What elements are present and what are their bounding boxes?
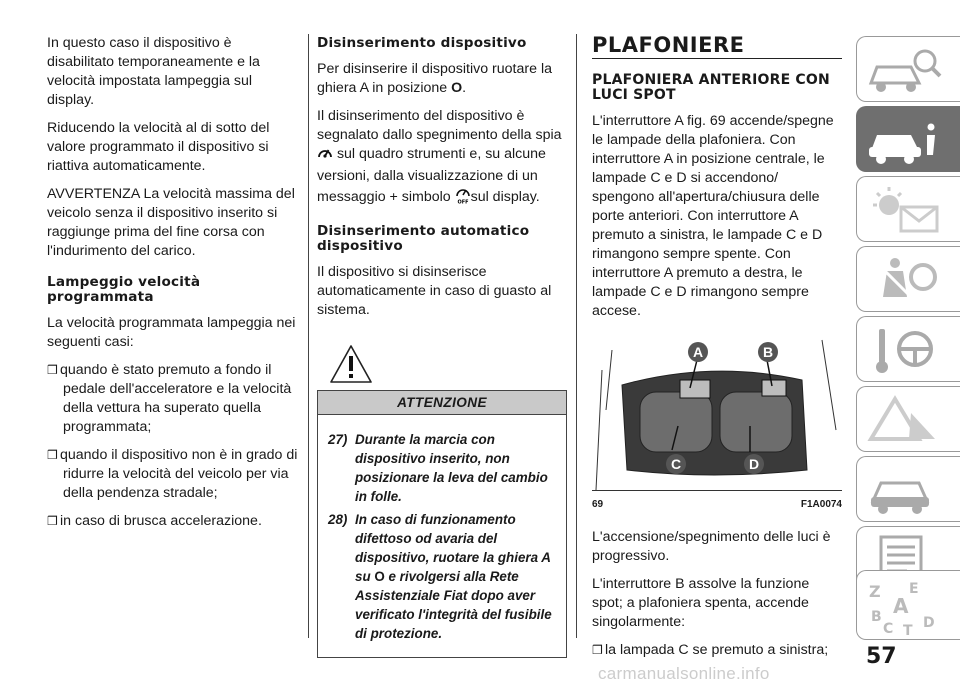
paragraph: Riducendo la velocità al di sotto del valore programmato il dispositivo si riattiva automaticamente. [47, 120, 270, 174]
attention-title: ATTENZIONE [318, 391, 566, 415]
watermark: carmanualsonline.info [598, 664, 770, 683]
seatbelt-airbag-icon [865, 253, 945, 307]
road-warning-icon [865, 393, 945, 447]
tab-emergency[interactable] [856, 386, 960, 452]
svg-text:OFF: OFF [457, 199, 469, 204]
svg-text:D: D [923, 615, 935, 631]
column-3 [592, 34, 842, 669]
section-heading-plafoniera-anteriore: PLAFONIERA ANTERIORE CON LUCI SPOT [592, 72, 830, 103]
paragraph: Per disinserire il dispositivo ruotare la ghiera A in posizione O. [317, 61, 552, 96]
figure-code: F1A0074 [800, 499, 842, 510]
column-1 [47, 34, 299, 540]
paragraph: L'interruttore B assolve la funzione spot; a plafoniera spenta, accende singolarmente: [592, 576, 810, 630]
paragraph: L'interruttore A fig. 69 accende/spegne le lampade della plafoniera. Con interruttore A in posizione centrale, le lampade C e D si accendono/ spengono all'apertura/chiusura delle porte anteriori. Con interruttore A premuto a sinistra, le lampade C e D rimangono sempre spente. Con interruttore A premuto a destra, le lampade C e D rimangono sempre accese. [592, 113, 834, 319]
figure-69 [592, 330, 842, 491]
svg-text:T: T [903, 623, 913, 637]
figure-label-a: A [692, 344, 704, 360]
tab-starting-driving[interactable] [856, 316, 960, 382]
warning-light-message-icon [865, 183, 945, 237]
paragraph: Il disinserimento del dispositivo è segnalato dallo spegnimento della spia sul quadro strumenti e, su alcune versioni, dalla visualizzazione di un messaggio + simbolo OFF sul display. [317, 107, 567, 210]
figure-label-b: B [762, 344, 774, 360]
tab-safety[interactable] [856, 246, 960, 312]
column-divider [308, 34, 309, 638]
alphabetical-index-icon [865, 577, 945, 637]
list-item: ❒ la lampada C se premuto a sinistra; [592, 642, 829, 658]
section-heading-automatico: Disinserimento automatico dispositivo [317, 223, 530, 254]
chapter-heading-plafoniere: PLAFONIERE [592, 33, 745, 57]
list-item: ❒ quando è stato premuto a fondo il pedale dell'acceleratore e la velocità della vettura ha superato quella programmata; [47, 362, 292, 435]
ceiling-light-illustration [592, 330, 842, 490]
paragraph: In questo caso il dispositivo è disabilitato temporaneamente e la velocità impostata lampeggia sul display. [47, 35, 260, 108]
tab-car-info[interactable] [856, 106, 960, 172]
tab-warning-lights[interactable] [856, 176, 960, 242]
attention-box [317, 390, 567, 658]
paragraph: La velocità programmata lampeggia nei seguenti casi: [47, 315, 296, 350]
figure-label-c: C [670, 456, 682, 472]
svg-text:C: C [883, 621, 894, 637]
svg-text:B: B [871, 609, 882, 625]
section-heading-disinserimento: Disinserimento dispositivo [317, 35, 527, 51]
figure-caption [592, 495, 842, 514]
paragraph: L'accensione/spegnimento delle luci è progressivo. [592, 529, 831, 564]
figure-label-d: D [748, 456, 760, 472]
tab-car-search[interactable] [856, 36, 960, 102]
speedometer-icon [317, 145, 333, 167]
svg-text:Z: Z [869, 582, 881, 601]
column-2 [317, 34, 567, 658]
column-divider [576, 34, 577, 638]
warning-triangle-icon [329, 344, 373, 384]
heading-rule [592, 58, 842, 59]
section-heading-lampeggio: Lampeggio velocità programmata [47, 274, 201, 305]
tab-maintenance[interactable] [856, 456, 960, 522]
car-info-icon [865, 113, 945, 167]
svg-text:A: A [893, 594, 909, 618]
attention-item: 27) Durante la marcia con dispositivo inserito, non posizionare la leva del cambio in folle. [328, 432, 548, 504]
attention-item: 28) In caso di funzionamento difettoso od avaria del dispositivo, ruotare la ghiera A su O e rivolgersi alla Rete Assistenziale Fiat dopo aver verificato l'integrità del fusibile di protezione. [328, 512, 552, 641]
list-item: ❒ in caso di brusca accelerazione. [47, 513, 262, 529]
speedometer-off-icon [455, 186, 471, 210]
list-item: ❒ quando il dispositivo non è in grado di ridurre la velocità del veicolo per via della pendenza stradale; [47, 447, 298, 501]
page-number: 57 [866, 644, 897, 669]
key-steering-wheel-icon [865, 323, 945, 377]
car-search-icon [865, 43, 945, 97]
svg-text:E: E [909, 581, 919, 597]
warning-note: AVVERTENZA La velocità massima del veicolo senza il dispositivo inserito si raggiunge prima del fine corsa con l'indurimento del carico. [47, 186, 295, 259]
figure-number: 69 [592, 499, 604, 510]
paragraph: Il dispositivo si disinserisce automaticamente in caso di guasto al sistema. [317, 264, 552, 318]
car-service-icon [865, 463, 945, 517]
tab-index[interactable] [856, 570, 960, 640]
